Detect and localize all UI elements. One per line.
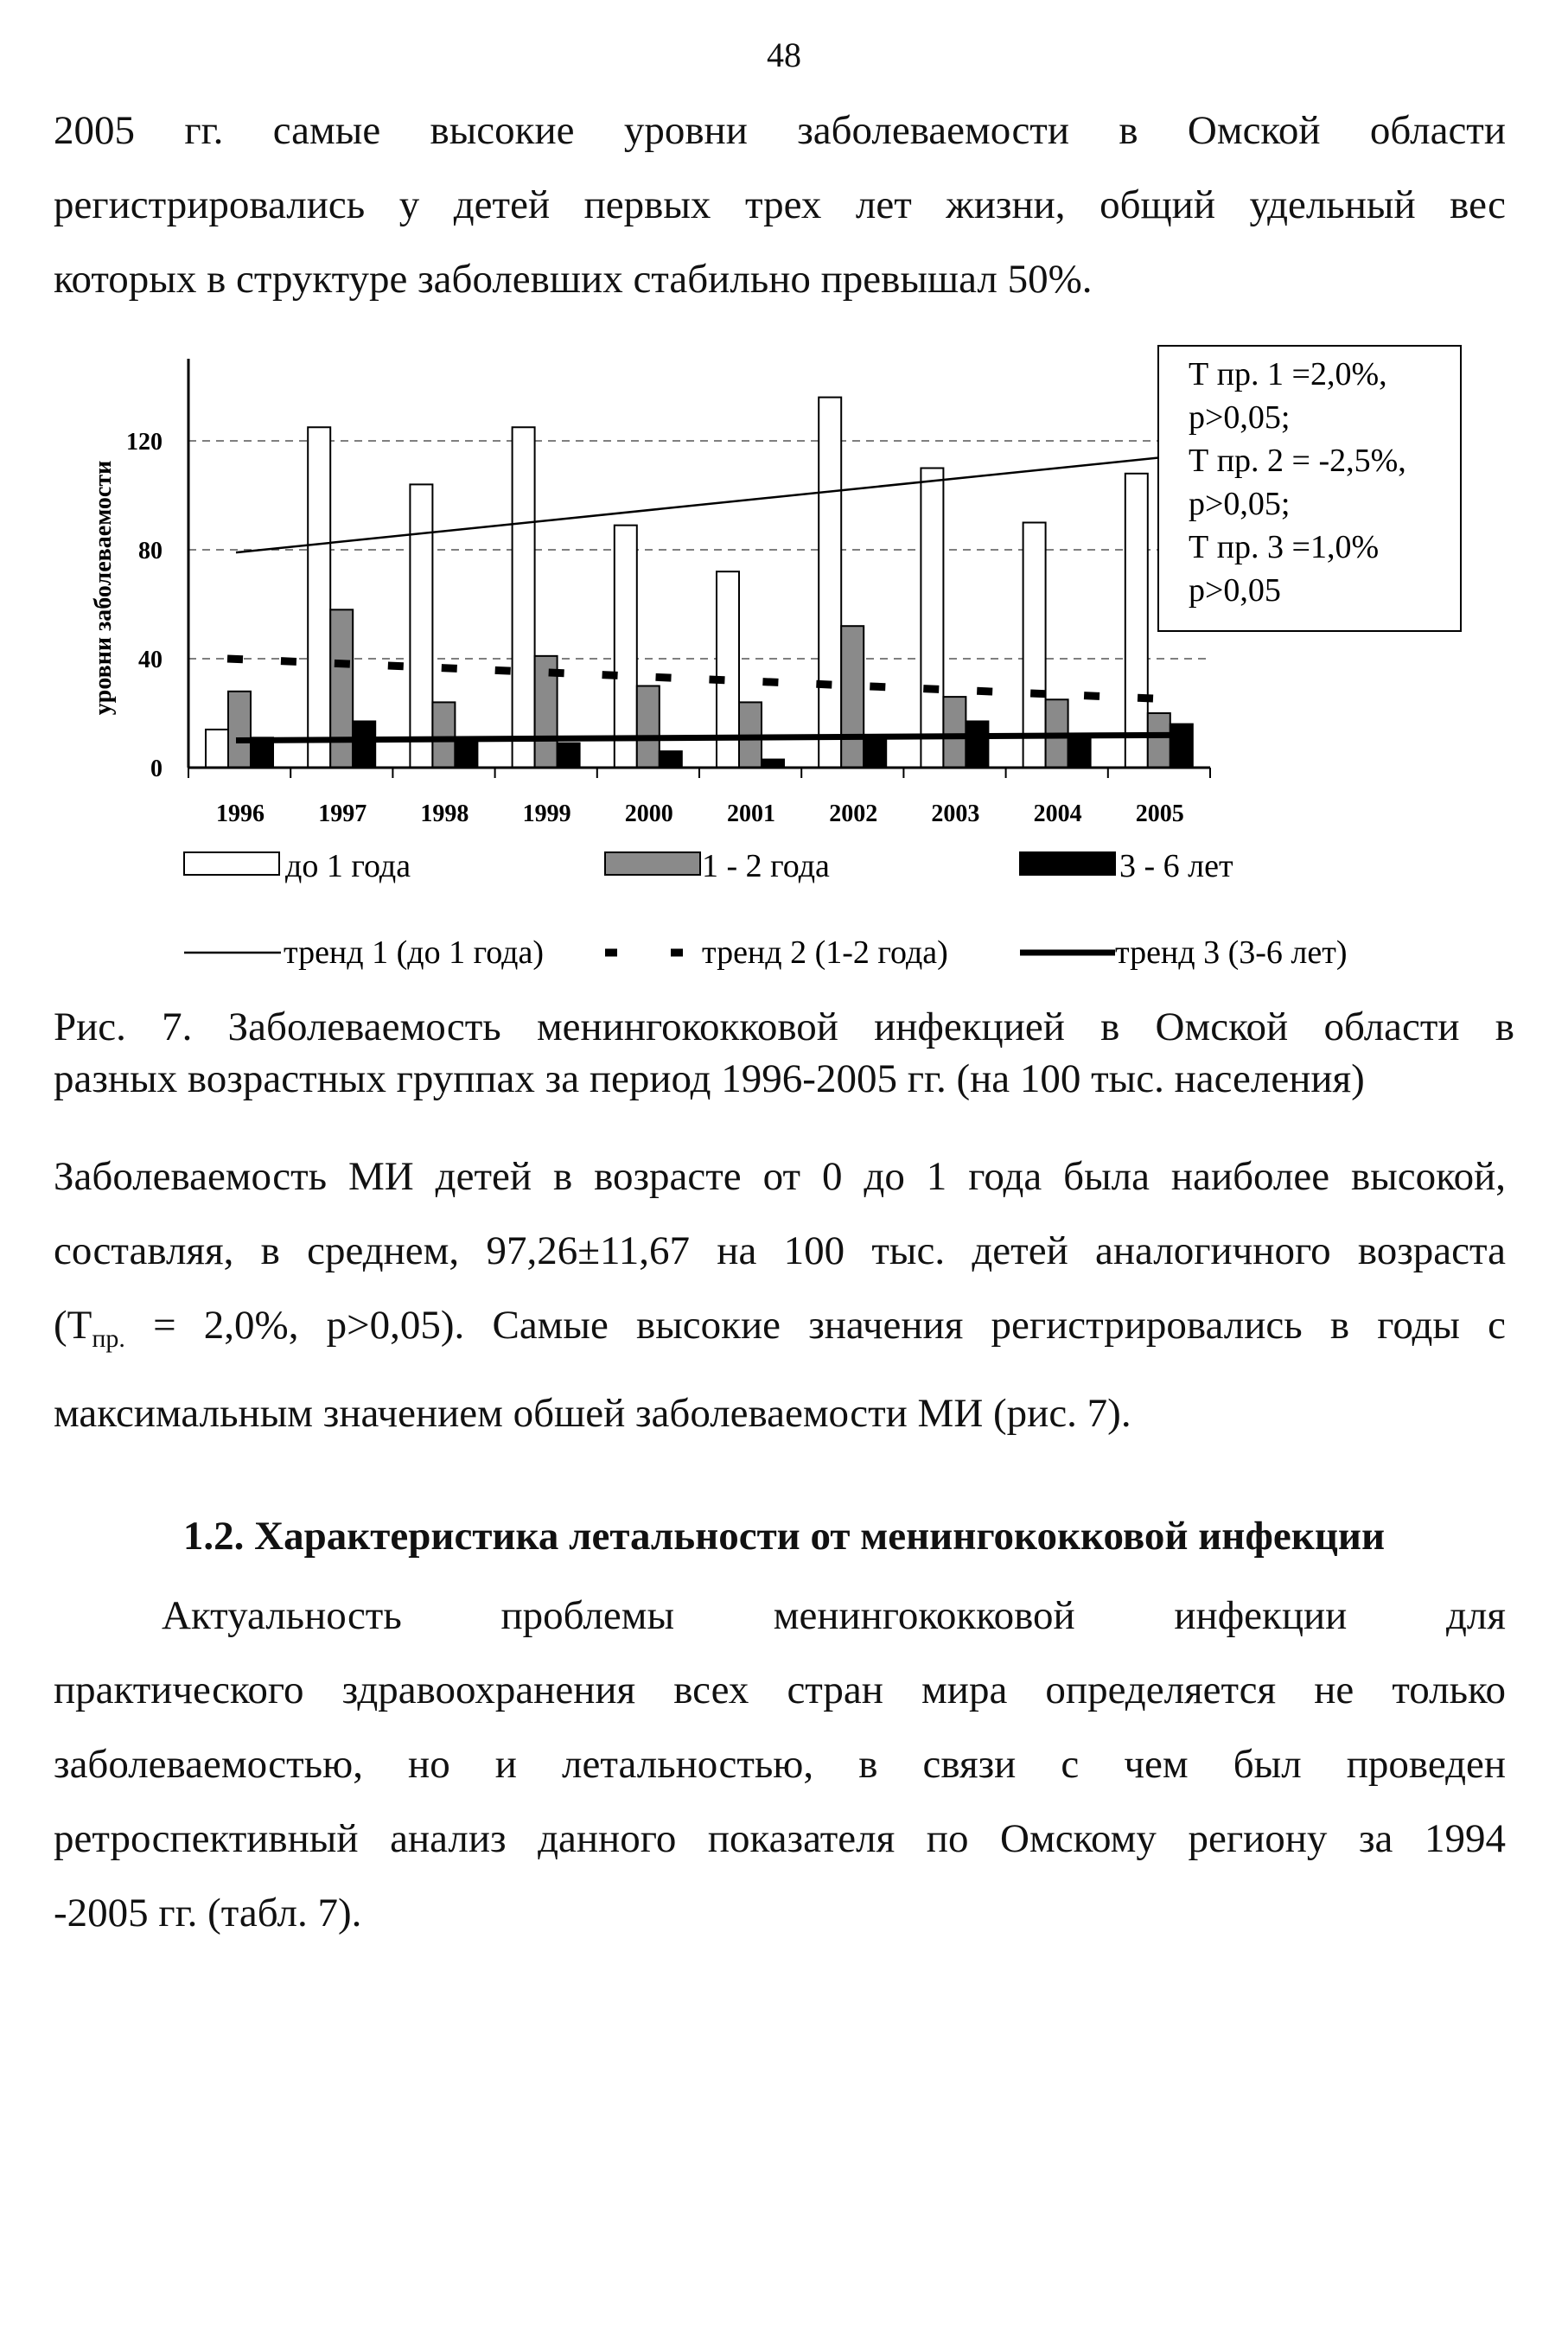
x-tick-label: 1998 [420,800,469,827]
bar-under-1 [819,398,841,768]
body-paragraph-incidence [54,1139,1506,1451]
bar-age-3-6 [558,743,580,768]
bar-age-3-6 [1068,737,1091,768]
bar-under-1 [921,469,943,768]
y-tick-label: 0 [150,756,163,782]
bar-age-1-2 [432,702,455,768]
bar-under-1 [308,427,330,768]
bar-under-1 [513,427,535,768]
text-line: -2005 гг. (табл. 7). [54,1891,362,1935]
text-line: составляя, в среднем, 97,26±11,67 на 100 тыс. детей аналогичного возраста [54,1228,1506,1273]
annotation-line: Т пр. 2 = -2,5%, [1189,443,1406,479]
text-line: практического здравоохранения всех стран мира определяется не только [54,1668,1506,1712]
text-line: которых в структуре заболевших стабильно превышал 50%. [54,257,1093,302]
bar-under-1 [615,526,637,768]
bar-under-1 [1125,474,1148,768]
figure-caption [54,1001,1514,1105]
annotation-line: p>0,05 [1189,572,1281,609]
y-tick-label: 120 [126,429,163,456]
text-line: Заболеваемость МИ детей в возрасте от 0 до 1 года была наиболее высокой, [54,1154,1506,1199]
legend-label: тренд 3 (3-6 лет) [1115,934,1348,971]
x-tick-label: 2001 [727,800,775,827]
incidence-chart [0,328,1568,985]
x-tick-label: 1999 [522,800,571,827]
t-subscript: пр. [92,1324,125,1353]
bar-under-1 [206,730,228,768]
legend-swatch [605,852,700,875]
x-tick-label: 1997 [318,800,367,827]
text-line: ретроспективный анализ данного показателя по Омскому региону за 1994 [54,1816,1506,1861]
text-line [54,1288,1506,1376]
caption-line: разных возрастных группах за период 1996-2005 гг. (на 100 тыс. населения) [54,1056,1365,1101]
trend-line-1 [236,455,1190,552]
bar-age-3-6 [864,735,886,768]
text-line: Актуальность проблемы менингококковой инфекции для [162,1593,1506,1638]
legend-label: до 1 года [285,848,411,884]
legend-label: тренд 2 (1-2 года) [702,934,948,971]
bar-age-3-6 [660,751,682,768]
legend-label: 3 - 6 лет [1119,848,1233,884]
chart-bars [206,398,1193,768]
annotation-line: p>0,05; [1189,486,1291,522]
x-tick-label: 2005 [1135,800,1184,827]
section-heading: 1.2. Характеристика летальности от менингококковой инфекции [182,1514,1386,1559]
bar-age-3-6 [1170,724,1193,768]
t-prefix: (Т [54,1303,92,1348]
bar-age-1-2 [943,697,966,768]
legend-swatch [184,852,279,875]
annotation-line: p>0,05; [1189,399,1291,436]
bar-age-1-2 [841,626,864,768]
text-line: заболеваемостью, но и летальностью, в связи с чем был проведен [54,1742,1506,1787]
x-tick-label: 1996 [216,800,265,827]
annotation-line: Т пр. 3 =1,0% [1189,529,1380,565]
bar-age-1-2 [228,692,251,768]
chart-legend [184,848,1348,971]
bar-age-1-2 [330,609,353,768]
x-tick-label: 2003 [931,800,980,827]
bar-under-1 [410,484,432,768]
x-tick-label: 2004 [1033,800,1082,827]
page-number: 48 [767,35,801,74]
text-line: максимальным значением обшей заболеваемости МИ (рис. 7). [54,1391,1131,1436]
bar-age-3-6 [455,737,477,768]
y-tick-label: 40 [138,647,163,673]
t-rest: = 2,0%, p>0,05). Самые высокие значения регистрировались в годы с [124,1303,1506,1348]
bar-age-3-6 [966,721,988,768]
text-line: 2005 гг. самые высокие уровни заболеваемости в Омской области [54,108,1506,153]
bar-age-3-6 [353,721,375,768]
trend-annotation-box [1158,346,1461,631]
legend-swatch [1020,852,1115,875]
x-tick-label: 2002 [829,800,878,827]
caption-line: Рис. 7. Заболеваемость менингококковой инфекцией в Омской области в [54,1004,1514,1049]
legend-label: 1 - 2 года [702,848,830,884]
legend-label: тренд 1 (до 1 года) [284,934,544,971]
bar-age-1-2 [1148,713,1170,768]
body-paragraph-lethality [54,1578,1506,1950]
y-tick-label: 80 [138,538,163,564]
text-line: регистрировались у детей первых трех лет жизни, общий удельный вес [54,182,1506,227]
bar-under-1 [1023,523,1046,768]
intro-paragraph [54,93,1506,316]
y-axis-label: уровни заболеваемости [90,460,117,716]
x-tick-label: 2000 [624,800,673,827]
annotation-line: Т пр. 1 =2,0%, [1189,356,1387,392]
bar-age-1-2 [637,686,660,768]
